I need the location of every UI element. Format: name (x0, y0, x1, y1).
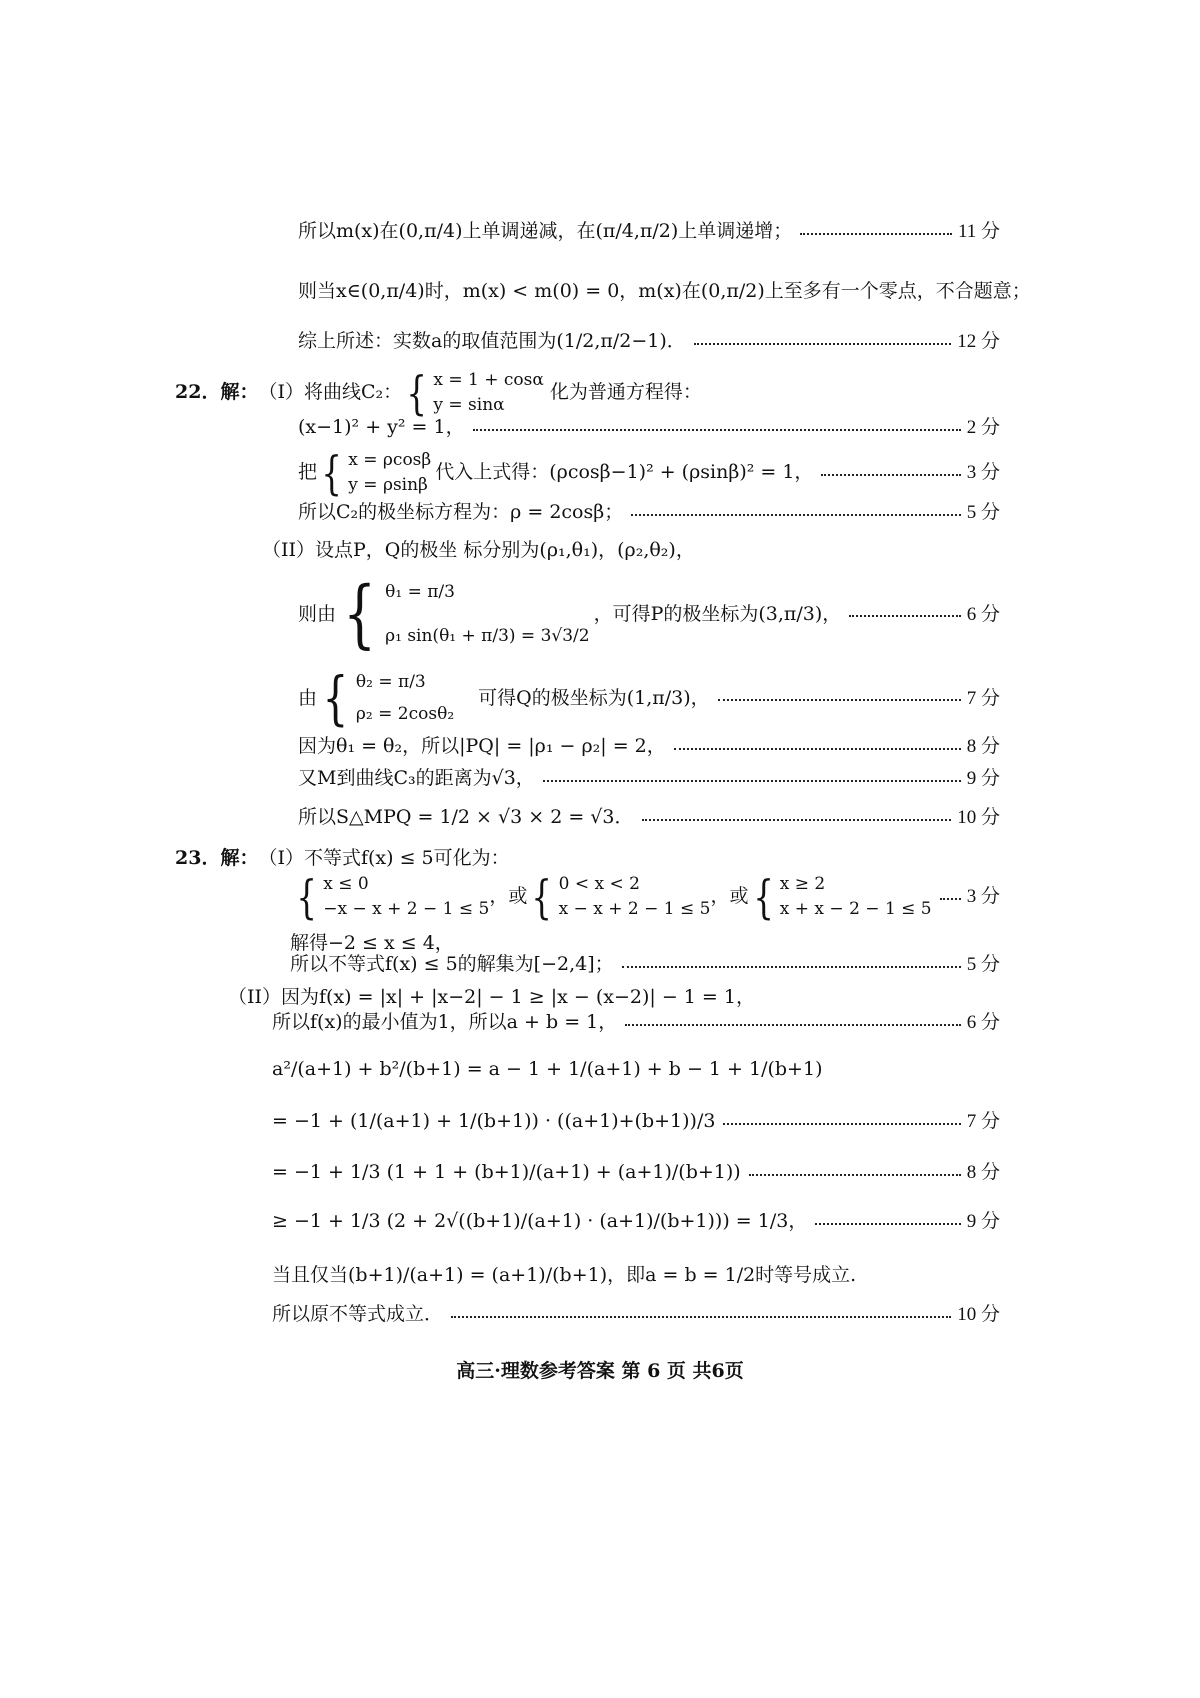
system-row: −x − x + 2 − 1 ≤ 5 (323, 898, 490, 919)
prefix: 则由 (298, 602, 337, 625)
line-text: ，可得P的极坐标为(3,π/3)， (593, 602, 842, 625)
case-system-1 (292, 869, 490, 924)
line-text: 当且仅当(b+1)/(a+1) = (a+1)/(b+1)，即a = b = 1/2时等号成立. (272, 1264, 857, 1286)
system-row: x − x + 2 − 1 ≤ 5 (558, 898, 711, 919)
or-text: ，或 (489, 885, 528, 908)
dot-leader (815, 1223, 960, 1225)
score: 3 分 (966, 886, 1000, 908)
score: 12 分 (957, 331, 1000, 352)
line-point-q (298, 666, 1000, 731)
dot-leader (940, 898, 961, 900)
line-text: 代入上式得：(ρcosβ−1)² + (ρsinβ)² = 1， (435, 461, 814, 484)
system-row: x ≥ 2 (779, 874, 826, 894)
system-row: y = sinα (433, 394, 505, 415)
line-monotonic (298, 222, 1000, 241)
system-row: x + x − 2 − 1 ≤ 5 (779, 898, 932, 919)
line-text: 则当x∈(0,π/4)时，m(x) < m(0) = 0，m(x)在(0,π/2)上至多有一个零点，不合题意； (298, 280, 1031, 302)
system-row: θ₁ = π/3 (385, 582, 455, 602)
dot-leader (543, 780, 961, 782)
line-cases (292, 869, 1000, 924)
score: 5 分 (966, 954, 1000, 975)
line-text: 所以f(x)的最小值为1，所以a + b = 1， (272, 1011, 618, 1033)
line-point-p (298, 570, 1000, 658)
dot-leader (631, 514, 961, 516)
dot-leader (718, 699, 961, 701)
left-brace: { (321, 445, 342, 500)
line-conclusion (298, 332, 1000, 351)
line-final (272, 1305, 1000, 1324)
line-text: 可得Q的极坐标为(1,π/3)， (478, 686, 710, 709)
page-footer: 高三·理数参考答案 第 6 页 共6页 (456, 1360, 744, 1382)
or-text: ，或 (710, 885, 749, 908)
polar-system (317, 445, 432, 500)
left-brace: { (296, 869, 317, 924)
line-equality (272, 1266, 856, 1285)
dot-leader (622, 966, 961, 968)
dot-leader (674, 748, 961, 750)
line-text: = −1 + (1/(a+1) + 1/(b+1)) · ((a+1)+(b+1))/3 (272, 1110, 716, 1132)
system-row: ρ₁ sin(θ₁ + π/3) = 3√3/2 (385, 626, 590, 647)
line-text: a²/(a+1) + b²/(b+1) = a − 1 + 1/(a+1) + b − 1 + 1/(b+1) (272, 1058, 823, 1080)
line-minimum (272, 1013, 1000, 1032)
q22-part2-intro (262, 541, 695, 560)
prefix: 把 (298, 461, 318, 484)
left-brace: { (752, 869, 774, 924)
system-row: θ₂ = π/3 (355, 672, 426, 692)
line-solve (290, 934, 454, 953)
line-step4 (272, 1212, 1000, 1231)
score: 5 分 (966, 502, 1000, 523)
system-row: x = ρcosβ (348, 450, 432, 470)
line-step2 (272, 1112, 1000, 1131)
line-substitute (298, 445, 1000, 500)
dot-leader (473, 429, 961, 431)
dot-leader (749, 1174, 961, 1176)
param-system-c2 (402, 365, 544, 420)
score: 6 分 (966, 603, 1000, 625)
score: 8 分 (966, 1162, 1000, 1183)
prefix: 由 (298, 686, 318, 709)
score: 10 分 (957, 1304, 1000, 1325)
line-area (298, 808, 1000, 827)
score: 9 分 (966, 768, 1000, 789)
score: 3 分 (966, 462, 1000, 484)
line-text: 所以C₂的极坐标方程为：ρ = 2cosβ； (298, 501, 624, 523)
line-text: 所以原不等式成立． (272, 1303, 444, 1325)
line-text: 所以不等式f(x) ≤ 5的解集为[−2,4]； (290, 953, 614, 975)
dot-leader (451, 1316, 951, 1318)
line-text: ≥ −1 + 1/3 (2 + 2√((b+1)/(a+1) · (a+1)/(b+1))) = 1/3， (272, 1210, 808, 1232)
dot-leader (625, 1024, 960, 1026)
system-row: x = 1 + cosα (433, 370, 544, 390)
dot-leader (642, 819, 952, 821)
q23-part1-intro: （I）不等式f(x) ≤ 5可化为： (258, 847, 510, 869)
question-number: 22．解： (175, 381, 259, 404)
score: 11 分 (957, 221, 1000, 242)
system-p (336, 570, 590, 658)
line-text: 所以m(x)在(0,π/4)上单调递减，在(π/4,π/2)上单调递增； (298, 220, 793, 242)
q23-header (175, 849, 510, 868)
dot-leader (694, 343, 951, 345)
line-text: 因为θ₁ = θ₂，所以|PQ| = |ρ₁ − ρ₂| = 2， (298, 735, 666, 757)
q23-part2-intro (228, 988, 755, 1007)
line-text: （II）因为f(x) = |x| + |x−2| − 1 ≥ |x − (x−2)| − 1 = 1， (228, 986, 755, 1008)
score: 6 分 (966, 1012, 1000, 1033)
line-step3 (272, 1163, 1000, 1182)
system-row: ρ₂ = 2cosθ₂ (355, 704, 455, 725)
line-pq (298, 737, 1000, 756)
line-text: 所以S△MPQ = 1/2 × √3 × 2 = √3． (298, 806, 634, 828)
line-text: (x−1)² + y² = 1， (298, 416, 465, 438)
dot-leader (800, 233, 952, 235)
question-number: 23．解： (175, 847, 259, 869)
line-text: 解得−2 ≤ x ≤ 4， (290, 932, 454, 954)
left-brace: { (322, 664, 349, 733)
left-brace: { (531, 869, 553, 924)
score: 7 分 (966, 1111, 1000, 1132)
system-row: y = ρsinβ (348, 474, 428, 495)
dot-leader (821, 474, 960, 476)
score: 2 分 (966, 417, 1000, 438)
system-q (317, 666, 454, 731)
dot-leader (849, 615, 960, 617)
line-zero-point (298, 282, 1031, 301)
score: 8 分 (966, 736, 1000, 757)
line-text: 又M到曲线C₃的距离为√3， (298, 767, 535, 789)
score: 9 分 (966, 1211, 1000, 1232)
q22-part1-tail: 化为普通方程得： (549, 381, 702, 404)
score: 7 分 (966, 687, 1000, 709)
score: 10 分 (957, 807, 1000, 828)
line-polar-eq (298, 503, 1000, 522)
line-circle-eq (298, 418, 1000, 437)
dot-leader (723, 1123, 960, 1125)
line-text: （II）设点P，Q的极坐 标分别为(ρ₁,θ₁)，(ρ₂,θ₂)， (262, 539, 695, 561)
line-text: 综上所述：实数a的取值范围为(1/2,π/2−1)． (298, 330, 686, 352)
system-row: x ≤ 0 (323, 874, 369, 894)
left-brace: { (406, 365, 428, 420)
line-text: = −1 + 1/3 (1 + 1 + (b+1)/(a+1) + (a+1)/(b+1)) (272, 1161, 741, 1183)
left-brace: { (343, 571, 377, 658)
line-solution-set (290, 955, 1000, 974)
system-row: 0 < x < 2 (558, 874, 640, 894)
case-system-3 (749, 869, 932, 924)
case-system-2 (527, 869, 711, 924)
q22-part1-intro: （I）将曲线C₂： (258, 381, 403, 404)
line-expand (272, 1060, 822, 1079)
line-distance (298, 769, 1000, 788)
q22-header (175, 365, 702, 420)
